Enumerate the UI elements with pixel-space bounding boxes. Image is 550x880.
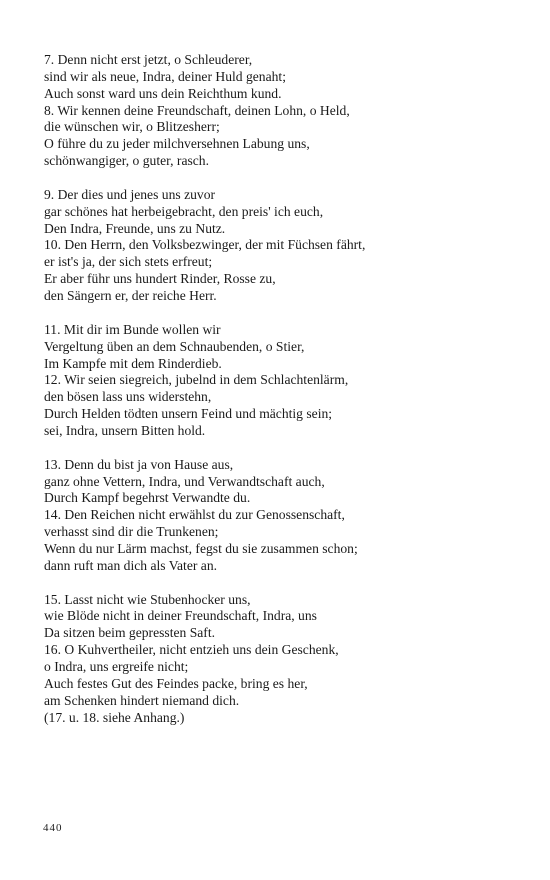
- verse-line: 13. Denn du bist ja von Hause aus,: [44, 456, 234, 472]
- verse-line: 8. Wir kennen deine Freundschaft, deinen Lohn, o Held,: [44, 102, 350, 118]
- verse-line: verhasst sind dir die Trunkenen;: [44, 524, 219, 540]
- stanza: [44, 592, 524, 727]
- verse-line: sind wir als neue, Indra, deiner Huld genaht;: [44, 68, 286, 84]
- verse-line: schönwangiger, o guter, rasch.: [44, 153, 210, 169]
- verse-line: den Sängern er, der reiche Herr.: [44, 287, 217, 303]
- verse-line: Wenn du nur Lärm machst, fegst du sie zusammen schon;: [44, 540, 358, 556]
- verse-line: ganz ohne Vettern, Indra, und Verwandtschaft auch,: [44, 473, 325, 489]
- verse-line: dann ruft man dich als Vater an.: [44, 557, 218, 573]
- verse-line: 9. Der dies und jenes uns zuvor: [44, 186, 216, 202]
- verse-line: am Schenken hindert niemand dich.: [44, 692, 240, 708]
- stanza: [44, 322, 524, 440]
- verse-line: 12. Wir seien siegreich, jubelnd in dem Schlachtenlärm,: [44, 372, 349, 388]
- verse-line: (17. u. 18. siehe Anhang.): [44, 709, 185, 725]
- verse-line: Da sitzen beim gepressten Saft.: [44, 625, 216, 641]
- verse-line: wie Blöde nicht in deiner Freundschaft, Indra, uns: [44, 608, 317, 624]
- page-number: 440: [43, 822, 63, 834]
- verse-line: gar schönes hat herbeigebracht, den preis' ich euch,: [44, 203, 324, 219]
- stanza: [44, 457, 524, 575]
- verse-line: er ist's ja, der sich stets erfreut;: [44, 254, 213, 270]
- verse-line: Auch sonst ward uns dein Reichthum kund.: [44, 85, 282, 101]
- verse-line: 16. O Kuhvertheiler, nicht entzieh uns dein Geschenk,: [44, 642, 339, 658]
- verse-line: sei, Indra, unsern Bitten hold.: [44, 422, 206, 438]
- verse-line: Er aber führ uns hundert Rinder, Rosse zu,: [44, 271, 276, 287]
- verse-line: 11. Mit dir im Bunde wollen wir: [44, 321, 221, 337]
- verse-line: den bösen lass uns widerstehn,: [44, 389, 212, 405]
- verse-line: 7. Denn nicht erst jetzt, o Schleuderer,: [44, 52, 253, 67]
- verse-line: 10. Den Herrn, den Volksbezwinger, der mit Füchsen fährt,: [44, 237, 366, 253]
- verse-line: 15. Lasst nicht wie Stubenhocker uns,: [44, 591, 251, 607]
- stanza: [44, 187, 524, 305]
- verse-line: Auch festes Gut des Feindes packe, bring es her,: [44, 675, 308, 691]
- verse-line: Im Kampfe mit dem Rinderdieb.: [44, 355, 222, 371]
- document-page: [44, 52, 524, 743]
- verse-line: Durch Kampf begehrst Verwandte du.: [44, 490, 251, 506]
- verse-line: o Indra, uns ergreife nicht;: [44, 659, 189, 674]
- verse-line: Durch Helden tödten unsern Feind und mächtig sein;: [44, 406, 333, 422]
- verse-line: 14. Den Reichen nicht erwählst du zur Genossenschaft,: [44, 507, 345, 523]
- stanza: [44, 52, 524, 170]
- verse-line: die wünschen wir, o Blitzesherr;: [44, 119, 220, 135]
- verse-line: Den Indra, Freunde, uns zu Nutz.: [44, 220, 226, 236]
- verse-line: O führe du zu jeder milchversehnen Labung uns,: [44, 136, 310, 152]
- verse-line: Vergeltung üben an dem Schnaubenden, o Stier,: [44, 338, 305, 354]
